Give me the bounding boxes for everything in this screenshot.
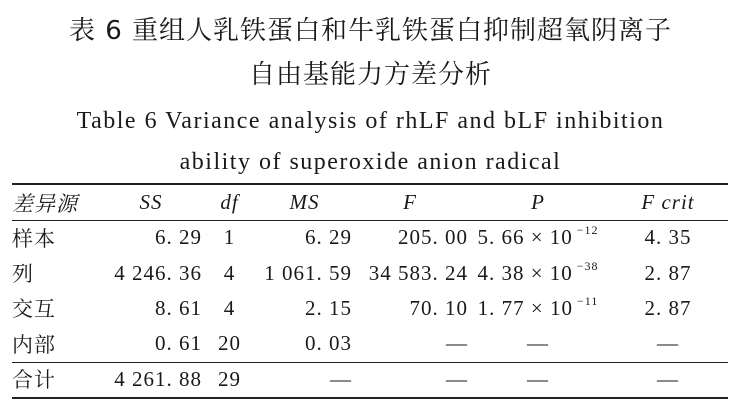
table-caption-zh-line2: 自由基能力方差分析 bbox=[248, 60, 492, 90]
cell-ms: 0. 03 bbox=[305, 331, 352, 356]
header-fcrit: F crit bbox=[641, 190, 695, 214]
cell-df: 20 bbox=[218, 331, 241, 356]
cell-f: — bbox=[446, 331, 468, 356]
cell-ms: 6. 29 bbox=[305, 225, 352, 250]
cell-source: 列 bbox=[12, 262, 34, 287]
cell-p bbox=[468, 255, 608, 290]
header-f: F bbox=[403, 190, 417, 214]
header-df: df bbox=[220, 190, 239, 214]
cell-f: 34 583. 24 bbox=[368, 260, 468, 285]
cell-ss: 0. 61 bbox=[155, 331, 202, 356]
total-fcrit: — bbox=[657, 366, 679, 391]
cell-ms: 1 061. 59 bbox=[264, 260, 352, 285]
total-ms: — bbox=[330, 366, 352, 391]
cell-fcrit: — bbox=[657, 331, 679, 356]
header-source: 差异源 bbox=[12, 191, 78, 216]
total-df: 29 bbox=[218, 366, 241, 391]
cell-ss: 8. 61 bbox=[155, 295, 202, 320]
total-p: — bbox=[527, 366, 549, 391]
table-row bbox=[12, 326, 728, 361]
table-bottom-rule bbox=[12, 397, 728, 399]
p-value-exponent: −38 bbox=[572, 258, 599, 273]
anova-table bbox=[12, 185, 728, 397]
cell-df: 1 bbox=[223, 225, 236, 250]
header-ms: MS bbox=[289, 190, 320, 214]
p-value-mantissa: — bbox=[527, 331, 549, 356]
table-total-row bbox=[12, 362, 728, 397]
p-value-mantissa: 5. 66 × 10 bbox=[477, 225, 573, 250]
cell-fcrit: 2. 87 bbox=[644, 295, 692, 320]
p-value-exponent: −12 bbox=[572, 223, 599, 238]
cell-f: 205. 00 bbox=[398, 225, 468, 250]
cell-ss: 4 246. 36 bbox=[114, 260, 202, 285]
cell-df: 4 bbox=[223, 260, 236, 285]
table-row bbox=[12, 220, 728, 255]
cell-f: 70. 10 bbox=[409, 295, 468, 320]
p-value-mantissa: 4. 38 × 10 bbox=[477, 260, 573, 285]
total-ss: 4 261. 88 bbox=[114, 366, 202, 391]
cell-fcrit: 2. 87 bbox=[644, 260, 692, 285]
cell-ms: 2. 15 bbox=[305, 295, 352, 320]
cell-p bbox=[468, 220, 608, 255]
total-source: 合计 bbox=[12, 368, 56, 393]
total-f: — bbox=[446, 366, 468, 391]
header-ss: SS bbox=[139, 190, 163, 214]
cell-ss: 6. 29 bbox=[155, 225, 202, 250]
table-caption-en-line1: Table 6 Variance analysis of rhLF and bLF inhibition bbox=[76, 108, 665, 134]
table-row bbox=[12, 255, 728, 290]
table-header-row bbox=[12, 185, 728, 220]
cell-df: 4 bbox=[223, 295, 236, 320]
cell-source: 样本 bbox=[12, 226, 56, 251]
table-caption-zh-line1: 表 6 重组人乳铁蛋白和牛乳铁蛋白抑制超氧阴离子 bbox=[68, 16, 673, 46]
p-value-exponent: −11 bbox=[573, 293, 599, 308]
p-value-mantissa: 1. 77 × 10 bbox=[477, 295, 573, 320]
header-p: P bbox=[531, 190, 545, 214]
cell-source: 交互 bbox=[12, 297, 56, 322]
cell-p bbox=[468, 326, 608, 361]
table-row bbox=[12, 291, 728, 326]
cell-fcrit: 4. 35 bbox=[644, 225, 692, 250]
cell-p bbox=[468, 291, 608, 326]
cell-source: 内部 bbox=[12, 332, 56, 357]
table-caption-en-line2: ability of superoxide anion radical bbox=[179, 149, 562, 175]
